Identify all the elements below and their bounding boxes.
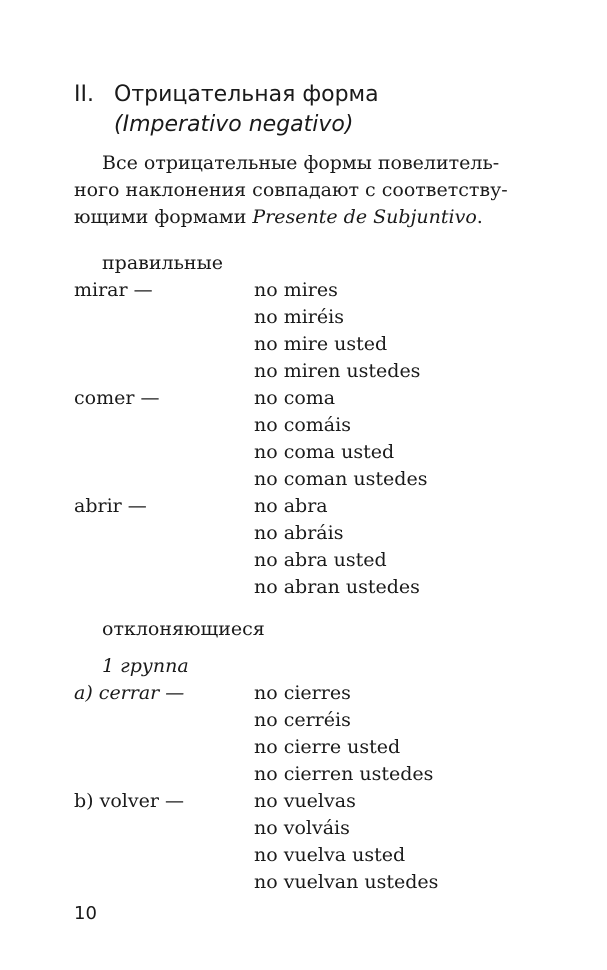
section-subtitle: (Imperativo negativo)	[114, 112, 354, 137]
verb-form: no vuelva usted	[254, 844, 406, 866]
verb-form: no mires	[254, 279, 338, 301]
section-number: II.	[74, 82, 94, 107]
verb-form: no volváis	[254, 817, 350, 839]
verb-form: no abran ustedes	[254, 576, 420, 598]
conjugation-row	[74, 277, 427, 304]
section-heading	[74, 80, 379, 140]
conjugation-row	[74, 520, 427, 547]
group-label: 1 группа	[102, 655, 189, 677]
conjugation-row	[74, 574, 427, 601]
verb-infinitive	[74, 788, 254, 815]
intro-line: Все отрицательные формы повелитель-	[102, 152, 500, 174]
verb-infinitive: abrir —	[74, 495, 147, 517]
section-title: Отрицательная форма	[114, 82, 379, 107]
conjugation-row	[74, 439, 427, 466]
verb-form: no cierres	[254, 682, 351, 704]
verb-form: no mire usted	[254, 333, 388, 355]
verb-form: no vuelvas	[254, 790, 356, 812]
conjugation-row	[74, 842, 438, 869]
regular-verbs-section	[74, 250, 427, 601]
conjugation-row	[74, 358, 427, 385]
item-marker: b)	[74, 790, 94, 812]
verb-group-comer	[74, 385, 427, 493]
item-marker: a)	[74, 682, 93, 704]
conjugation-row	[74, 304, 427, 331]
intro-term: Presente de Subjuntivo	[252, 206, 477, 228]
verb-form: no coman ustedes	[254, 468, 428, 490]
conjugation-row	[74, 466, 427, 493]
verb-word: volver —	[99, 790, 184, 812]
conjugation-row	[74, 547, 427, 574]
intro-line-text: ющими формами	[74, 206, 253, 228]
verb-infinitive: comer —	[74, 387, 160, 409]
verb-form: no cierren ustedes	[254, 763, 434, 785]
verb-group-abrir	[74, 493, 427, 601]
verb-form: no abráis	[254, 522, 344, 544]
verb-infinitive	[74, 680, 254, 707]
verb-group-volver	[74, 788, 438, 896]
conjugation-row	[74, 331, 427, 358]
verb-form: no abra	[254, 495, 328, 517]
irregular-label: отклоняющиеся	[102, 618, 265, 640]
intro-line-last	[74, 204, 534, 231]
intro-paragraph	[74, 150, 534, 231]
verb-form: no vuelvan ustedes	[254, 871, 439, 893]
conjugation-row	[74, 680, 438, 707]
conjugation-row	[74, 815, 438, 842]
regular-label: правильные	[102, 252, 223, 274]
verb-form: no cerréis	[254, 709, 351, 731]
verb-form: no coma	[254, 387, 336, 409]
verb-form: no abra usted	[254, 549, 387, 571]
verb-form: no cierre usted	[254, 736, 401, 758]
verb-form: no comáis	[254, 414, 351, 436]
verb-word: cerrar —	[98, 682, 185, 704]
irregular-verbs-section	[74, 616, 438, 896]
intro-line: ного наклонения совпадают с соответству-	[74, 179, 508, 201]
conjugation-row	[74, 869, 438, 896]
conjugation-row	[74, 761, 438, 788]
page-number: 10	[74, 903, 97, 924]
conjugation-row	[74, 493, 427, 520]
verb-form: no miréis	[254, 306, 344, 328]
conjugation-row	[74, 707, 438, 734]
verb-form: no miren ustedes	[254, 360, 421, 382]
conjugation-row	[74, 734, 438, 761]
conjugation-row	[74, 788, 438, 815]
intro-end: .	[476, 206, 483, 228]
verb-infinitive: mirar —	[74, 279, 153, 301]
verb-group-mirar	[74, 277, 427, 385]
conjugation-row	[74, 385, 427, 412]
conjugation-row	[74, 412, 427, 439]
verb-group-cerrar	[74, 680, 438, 788]
verb-form: no coma usted	[254, 441, 395, 463]
